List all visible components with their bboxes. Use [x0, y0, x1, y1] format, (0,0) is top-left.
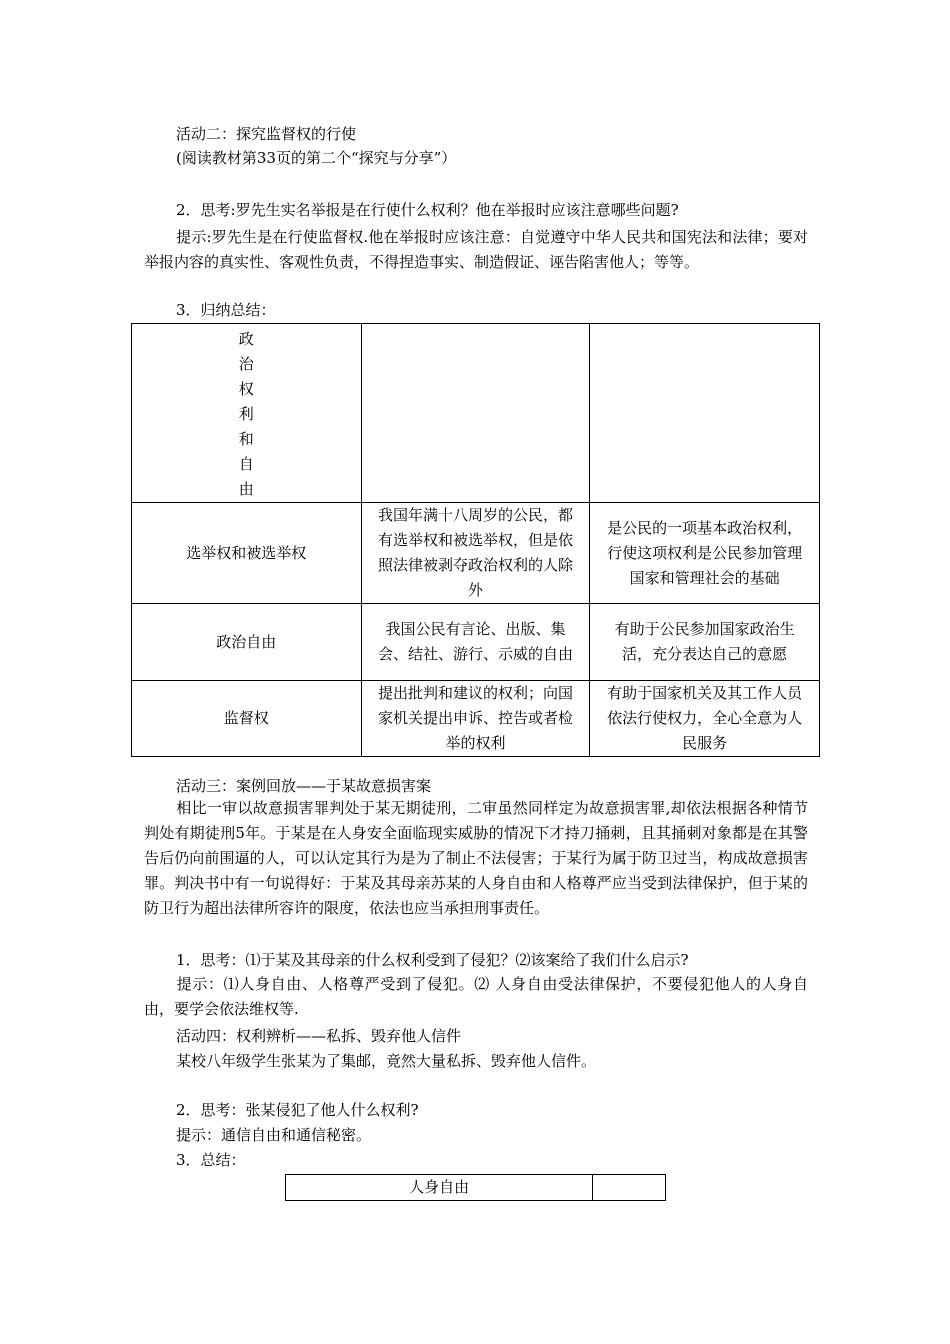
right-meaning-cell: 有助于国家机关及其工作人员依法行使权力，全心全意为人民服务 — [590, 681, 820, 757]
personal-freedom-cell: 人身自由 — [286, 1175, 593, 1201]
activity3-hint-1-text: 提示：⑴人身自由、人格尊严受到了侵犯。⑵ 人身自由受法律保护，不要侵犯他人的人身自由，要学会依法维权等. — [144, 975, 808, 1018]
header-char: 政 — [238, 330, 254, 348]
right-content-cell: 提出批判和建议的权利；向国家机关提出申诉、控告或者检举的权利 — [361, 681, 590, 757]
activity2-title: 活动二：探究监督权的行使 — [176, 125, 357, 143]
activity4-title: 活动四：权利辨析——私拆、毁弃他人信件 — [176, 1027, 462, 1045]
right-name-cell: 选举权和被选举权 — [132, 503, 362, 604]
right-name-cell: 监督权 — [132, 681, 362, 757]
right-content-cell: 我国公民有言论、出版、集会、结社、游行、示威的自由 — [361, 604, 590, 681]
header-char: 利 — [238, 405, 254, 423]
table-header-row — [132, 324, 820, 503]
activity2-hint-2-text: 提示:罗先生是在行使监督权.他在举报时应该注意：自觉遵守中华人民共和国宪法和法律；要对举报内容的真实性、客观性负责，不得捏造事实、制造假证、诬告陷害他人；等等。 — [144, 228, 808, 271]
empty-cell — [593, 1175, 666, 1201]
table-row — [286, 1175, 666, 1201]
empty-header-cell — [361, 324, 590, 503]
right-name-cell: 政治自由 — [132, 604, 362, 681]
activity4-case: 某校八年级学生张某为了集邮，竟然大量私拆、毁弃他人信件。 — [176, 1052, 597, 1070]
activity3-hint-1 — [144, 972, 808, 1022]
header-char: 自 — [238, 455, 254, 473]
activity2-note: (阅读教材第33页的第二个“探究与分享”） — [176, 149, 457, 167]
activity3-case — [144, 796, 808, 921]
activity3-question-1: 1．思考：⑴于某及其母亲的什么权利受到了侵犯？⑵该案给了我们什么启示? — [176, 951, 689, 969]
activity2-question-3: 3．归纳总结： — [176, 301, 276, 319]
table-row — [132, 604, 820, 681]
header-char: 和 — [238, 430, 254, 448]
right-meaning-cell: 是公民的一项基本政治权利，行使这项权利是公民参加管理国家和管理社会的基础 — [590, 503, 820, 604]
empty-header-cell — [590, 324, 820, 503]
header-char: 由 — [238, 480, 254, 498]
activity3-title: 活动三：案例回放——于某故意损害案 — [176, 777, 432, 795]
activity4-hint-2: 提示：通信自由和通信秘密。 — [176, 1126, 372, 1144]
right-meaning-cell: 有助于公民参加国家政治生活，充分表达自己的意愿 — [590, 604, 820, 681]
header-char: 权 — [238, 380, 254, 398]
activity4-question-3: 3．总结： — [176, 1151, 246, 1169]
political-rights-header — [132, 324, 362, 503]
header-char: 治 — [238, 355, 254, 373]
table-row — [132, 503, 820, 604]
table-row — [132, 681, 820, 757]
activity4-question-2: 2．思考：张某侵犯了他人什么权利? — [176, 1101, 419, 1119]
activity2-hint-2 — [144, 225, 808, 275]
activity3-case-text: 相比一审以故意损害罪判处于某无期徒刑，二审虽然同样定为故意损害罪,却依法根据各种情节判处有期徒刑5年。于某是在人身安全面临现实威胁的情况下才持刀捅刺，且其捅刺对象都是在其警告后仍向前围逼的人，可以认定其行为是为了制止不法侵害；于某行为属于防卫过当，构成故意损害罪。判决书中有一句说得好：于某及其母亲苏某的人身自由和人格尊严应当受到法律保护，但于某的防卫行为超出法律所容许的限度，依法也应当承担刑事责任。 — [144, 799, 808, 917]
personal-freedom-table — [285, 1174, 666, 1201]
right-content-cell: 我国年满十八周岁的公民，都有选举权和被选举权，但是依照法律被剥夺政治权利的人除外 — [361, 503, 590, 604]
political-rights-table — [131, 323, 820, 757]
activity2-question-2: 2．思考:罗先生实名举报是在行使什么权利？他在举报时应该注意哪些问题? — [176, 201, 679, 219]
